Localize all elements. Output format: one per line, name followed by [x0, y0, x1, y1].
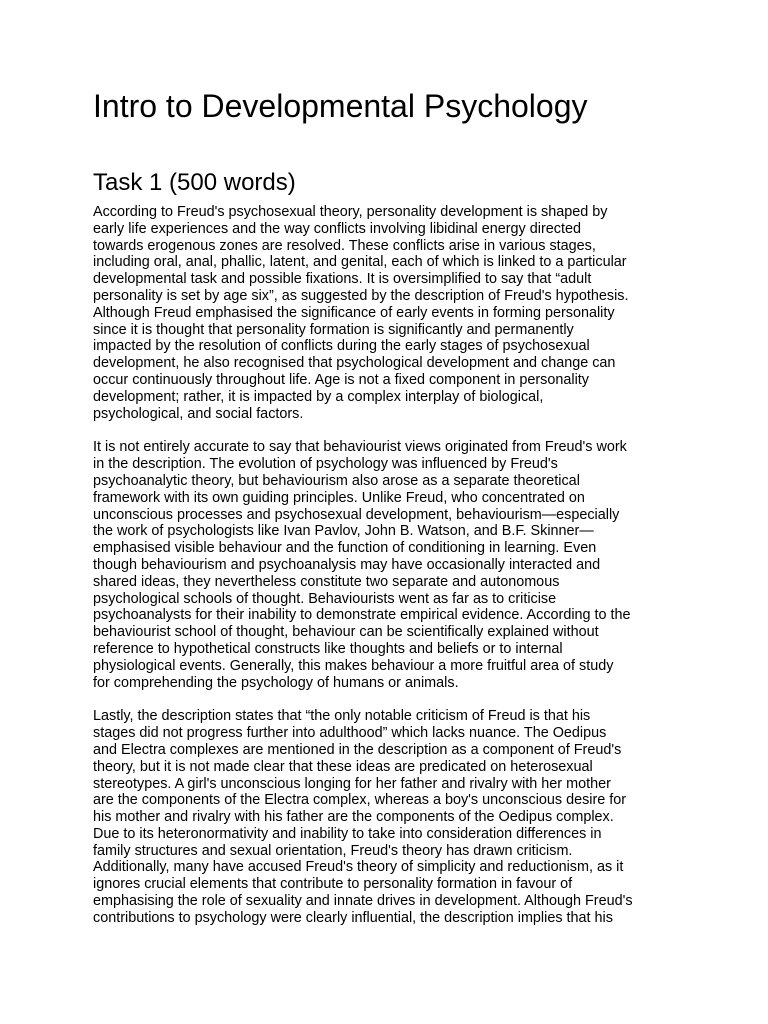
paragraph-line: towards erogenous zones are resolved. These conflicts arise in various stages,	[93, 237, 596, 254]
paragraph-line: are the components of the Electra complex, whereas a boy's unconscious desire for	[93, 792, 627, 809]
paragraph-line: in the description. The evolution of psychology was influenced by Freud's	[93, 456, 558, 473]
paragraph-line: Additionally, many have accused Freud's theory of simplicity and reductionism, as it	[93, 859, 624, 876]
paragraph-2	[93, 439, 693, 691]
paragraph-line: framework with its own guiding principles. Unlike Freud, who concentrated on	[93, 489, 585, 506]
paragraph-line: emphasising the role of sexuality and innate drives in development. Although Freud's	[93, 893, 633, 910]
paragraph-line: and Electra complexes are mentioned in the description as a component of Freud's	[93, 741, 622, 758]
paragraph-line: since it is thought that personality formation is significantly and permanently	[93, 321, 574, 338]
paragraph-line: psychological schools of thought. Behaviourists went as far as to criticise	[93, 590, 557, 607]
paragraph-line: development; rather, it is impacted by a complex interplay of biological,	[93, 388, 544, 405]
paragraph-line: occur continuously throughout life. Age is not a fixed component in personality	[93, 371, 589, 388]
paragraph-line: personality is set by age six”, as suggested by the description of Freud's hypothesis.	[93, 287, 629, 304]
paragraph-line: psychoanalytic theory, but behaviourism also arose as a separate theoretical	[93, 472, 580, 489]
paragraph-line: though behaviourism and psychoanalysis may have occasionally interacted and	[93, 556, 601, 573]
paragraph-line: developmental task and possible fixations. It is oversimplified to say that “adult	[93, 271, 592, 288]
document-body	[93, 204, 693, 944]
paragraph-line: Due to its heteronormativity and inability to take into consideration differences in	[93, 825, 602, 842]
paragraph-line: behaviourist school of thought, behaviour can be scientifically explained without	[93, 624, 599, 641]
paragraph-line: unconscious processes and psychosexual development, behaviourism—especially	[93, 506, 620, 523]
paragraph-line: family structures and sexual orientation, Freud's theory has drawn criticism.	[93, 842, 573, 859]
paragraph-line: emphasised visible behaviour and the function of conditioning in learning. Even	[93, 540, 597, 557]
paragraph-line: psychological, and social factors.	[93, 405, 304, 422]
paragraph-line: contributions to psychology were clearly influential, the description implies that his	[93, 909, 613, 926]
paragraph-line: stereotypes. A girl's unconscious longing for her father and rivalry with her mother	[93, 775, 611, 792]
paragraph-3	[93, 708, 693, 926]
paragraph-line: impacted by the resolution of conflicts during the early stages of psychosexual	[93, 338, 590, 355]
paragraph-line: ignores crucial elements that contribute to personality formation in favour of	[93, 876, 573, 893]
paragraph-line: reference to hypothetical constructs like thoughts and beliefs or to internal	[93, 640, 563, 657]
paragraph-line: for comprehending the psychology of humans or animals.	[93, 674, 459, 691]
paragraph-line: stages did not progress further into adulthood” which lacks nuance. The Oedipus	[93, 725, 607, 742]
paragraph-line: his mother and rivalry with his father are the components of the Oedipus complex.	[93, 809, 614, 826]
paragraph-line: psychoanalysts for their inability to demonstrate empirical evidence. According to the	[93, 607, 631, 624]
paragraph-line: According to Freud's psychosexual theory, personality development is shaped by	[93, 204, 608, 220]
document-title: Intro to Developmental Psychology	[93, 88, 588, 124]
section-heading-task-1: Task 1 (500 words)	[93, 169, 296, 196]
paragraph-line: including oral, anal, phallic, latent, and genital, each of which is linked to a particular	[93, 254, 627, 271]
paragraph-line: It is not entirely accurate to say that behaviourist views originated from Freud's work	[93, 439, 627, 456]
paragraph-line: Although Freud emphasised the significance of early events in forming personality	[93, 304, 615, 321]
paragraph-line: theory, but it is not made clear that these ideas are predicated on heterosexual	[93, 758, 593, 775]
paragraph-line: development, he also recognised that psychological development and change can	[93, 355, 616, 372]
paragraph-line: physiological events. Generally, this makes behaviour a more fruitful area of study	[93, 657, 614, 674]
paragraph-line: shared ideas, they nevertheless constitute two separate and autonomous	[93, 573, 560, 590]
paragraph-line: Lastly, the description states that “the only notable criticism of Freud is that his	[93, 708, 591, 725]
paragraph-line: early life experiences and the way conflicts involving libidinal energy directed	[93, 220, 581, 237]
paragraph-1	[93, 204, 693, 422]
paragraph-line: the work of psychologists like Ivan Pavlov, John B. Watson, and B.F. Skinner—	[93, 523, 594, 540]
